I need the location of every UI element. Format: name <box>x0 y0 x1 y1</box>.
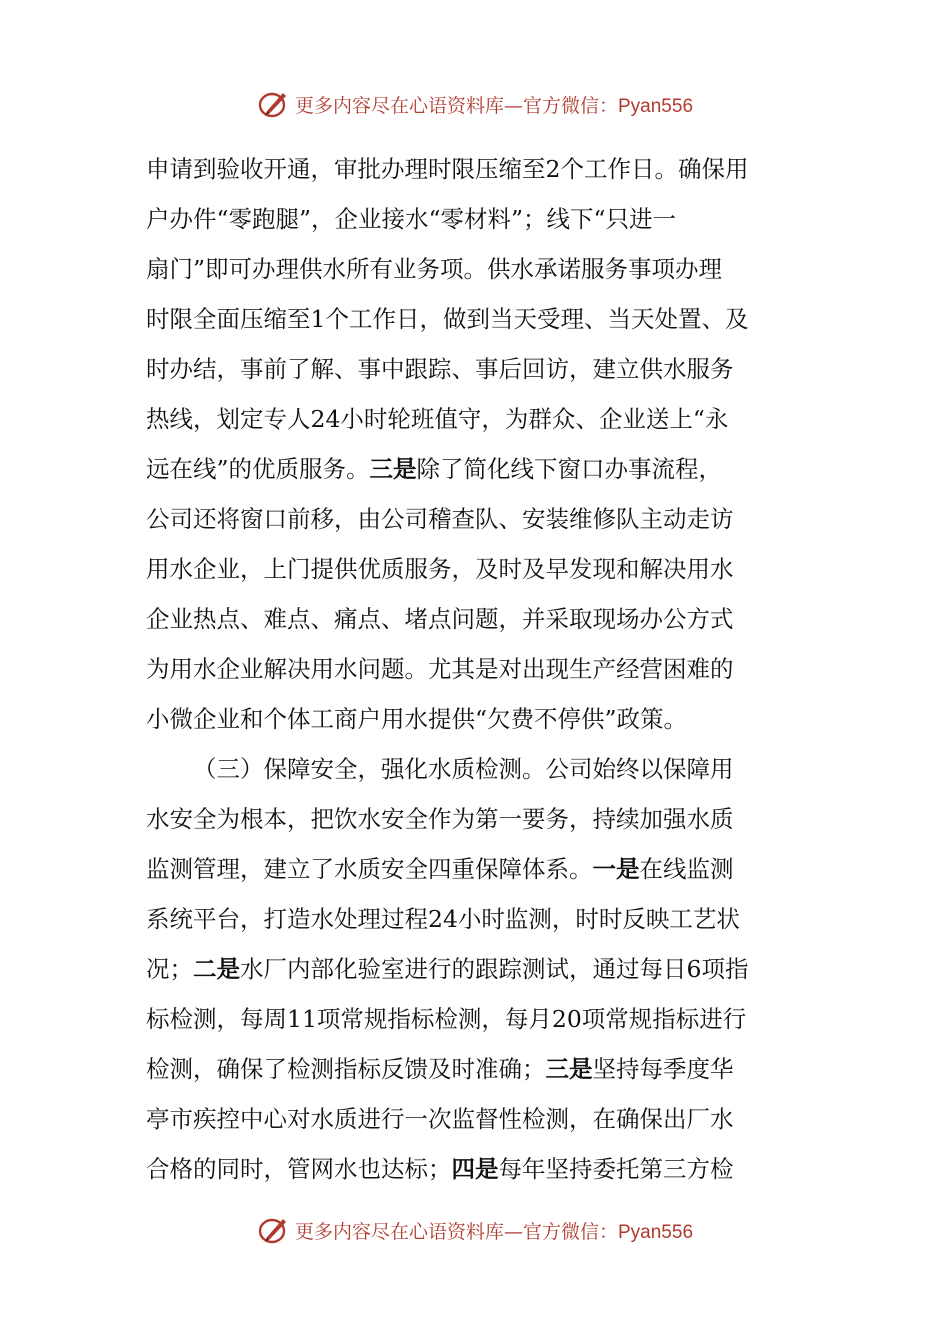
text-segment: 除了简化线下窗口办事流程， <box>416 455 723 483</box>
text-segment: 监测管理，建立了水质安全四重保障体系。 <box>146 855 593 883</box>
document-body <box>146 144 806 1194</box>
header-banner <box>0 84 950 124</box>
text-segment: 时办结，事前了解、事中跟踪、事后回访，建立供水服务 <box>146 355 734 383</box>
text-segment: （三）保障安全，强化水质检测。公司始终以保障用 <box>193 755 734 783</box>
text-segment: 合格的同时，管网水也达标； <box>146 1155 452 1183</box>
text-line <box>146 894 806 944</box>
text-segment: 扇门”即可办理供水所有业务项。供水承诺服务事项办理 <box>146 255 723 283</box>
text-line <box>146 694 806 744</box>
text-segment: 户办件“零跑腿”，企业接水“零材料”；线下“只进一 <box>146 205 677 233</box>
text-line <box>146 644 806 694</box>
text-segment: 公司还将窗口前移，由公司稽查队、安装维修队主动走访 <box>146 505 734 533</box>
text-segment: 坚持每季度华 <box>592 1055 734 1083</box>
text-segment: 水厂内部化验室进行的跟踪测试，通过每日6项指 <box>240 955 749 983</box>
text-line <box>146 544 806 594</box>
text-segment: 每年坚持委托第三方检 <box>498 1155 734 1183</box>
text-segment: 检测，确保了检测指标反馈及时准确； <box>146 1055 546 1083</box>
text-segment: 远在线”的优质服务。 <box>146 455 370 483</box>
bold-marker: 一是 <box>592 855 640 883</box>
banner-text: 更多内容尽在心语资料库—官方微信：Pyan556 <box>294 94 694 117</box>
text-line <box>146 294 806 344</box>
text-segment: 在线监测 <box>639 855 734 883</box>
banner-text: 更多内容尽在心语资料库—官方微信：Pyan556 <box>294 1220 694 1243</box>
text-line <box>146 1144 806 1194</box>
text-segment: 热线，划定专人24小时轮班值守，为群众、企业送上“永 <box>146 405 729 433</box>
text-segment: 时限全面压缩至1个工作日，做到当天受理、当天处置、及 <box>146 305 749 333</box>
bold-marker: 三是 <box>369 455 417 483</box>
text-segment: 况； <box>146 955 193 983</box>
footer-banner <box>0 1210 950 1250</box>
bold-marker: 四是 <box>451 1155 499 1183</box>
bold-marker: 三是 <box>545 1055 593 1083</box>
bold-marker: 二是 <box>193 955 240 983</box>
text-line <box>146 444 806 494</box>
text-line <box>146 744 806 794</box>
text-line <box>146 394 806 444</box>
text-line <box>146 944 806 994</box>
text-line <box>146 844 806 894</box>
text-segment: 申请到验收开通，审批办理时限压缩至2个工作日。确保用 <box>146 155 749 183</box>
pen-circle-logo-icon <box>257 1213 291 1247</box>
text-line <box>146 244 806 294</box>
text-segment: 用水企业，上门提供优质服务，及时及早发现和解决用水 <box>146 555 734 583</box>
text-line <box>146 1044 806 1094</box>
text-line <box>146 794 806 844</box>
text-line <box>146 1094 806 1144</box>
text-line <box>146 194 806 244</box>
text-line <box>146 344 806 394</box>
text-segment: 企业热点、难点、痛点、堵点问题，并采取现场办公方式 <box>146 605 734 633</box>
text-segment: 小微企业和个体工商户用水提供“欠费不停供”政策。 <box>146 705 688 733</box>
text-line <box>146 994 806 1044</box>
text-segment: 亭市疾控中心对水质进行一次监督性检测，在确保出厂水 <box>146 1105 734 1133</box>
text-line <box>146 594 806 644</box>
text-segment: 系统平台，打造水处理过程24小时监测，时时反映工艺状 <box>146 905 740 933</box>
text-segment: 为用水企业解决用水问题。尤其是对出现生产经营困难的 <box>146 655 734 683</box>
text-segment: 标检测，每周11项常规指标检测，每月20项常规指标进行 <box>146 1005 747 1033</box>
text-line <box>146 494 806 544</box>
text-segment: 水安全为根本，把饮水安全作为第一要务，持续加强水质 <box>146 805 734 833</box>
text-line <box>146 144 806 194</box>
pen-circle-logo-icon <box>257 87 291 121</box>
